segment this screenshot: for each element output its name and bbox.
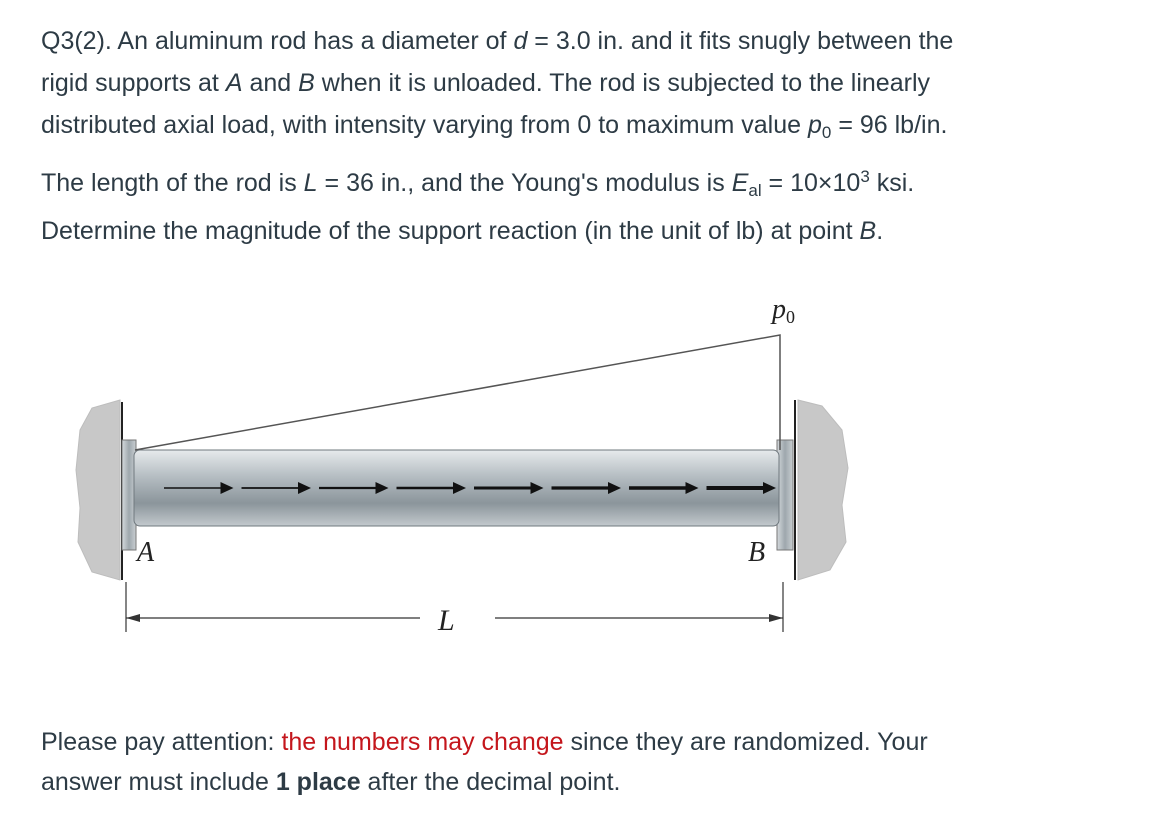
problem-statement: Q3(2). An aluminum rod has a diameter of d = 3.0 in. and it fits snugly between the rigid supports at A and B when it is unloaded. The rod is subjected to the linearly distributed axial load, with intensity varying from 0 to maximum value $p_0 = 96$ lb/in. xyxy=(41,27,954,142)
left-wall xyxy=(76,400,120,580)
dim-arrow-right xyxy=(769,614,783,622)
label-B: B xyxy=(748,537,766,568)
load-distribution xyxy=(135,335,780,450)
label-p0: p0 xyxy=(772,294,795,327)
task-statement: Determine the magnitude of the support reaction (in the unit of lb) at point B. xyxy=(41,217,884,245)
right-wall xyxy=(798,400,848,580)
randomized-warning: the numbers may change xyxy=(281,728,564,756)
given-values: The length of the rod is L = 36 in., and the Young's modulus is $E_{al} = 10\times 10^3$ ksi. xyxy=(41,167,915,200)
label-A: A xyxy=(137,537,155,568)
label-L: L xyxy=(438,604,455,637)
instruction-note: Please pay attention: the numbers may change since they are randomized. Your answer must include 1 place after the decimal point. xyxy=(41,728,928,796)
dim-arrow-left xyxy=(126,614,140,622)
rod-diagram xyxy=(0,280,900,640)
decimal-places: 1 place xyxy=(275,768,361,796)
